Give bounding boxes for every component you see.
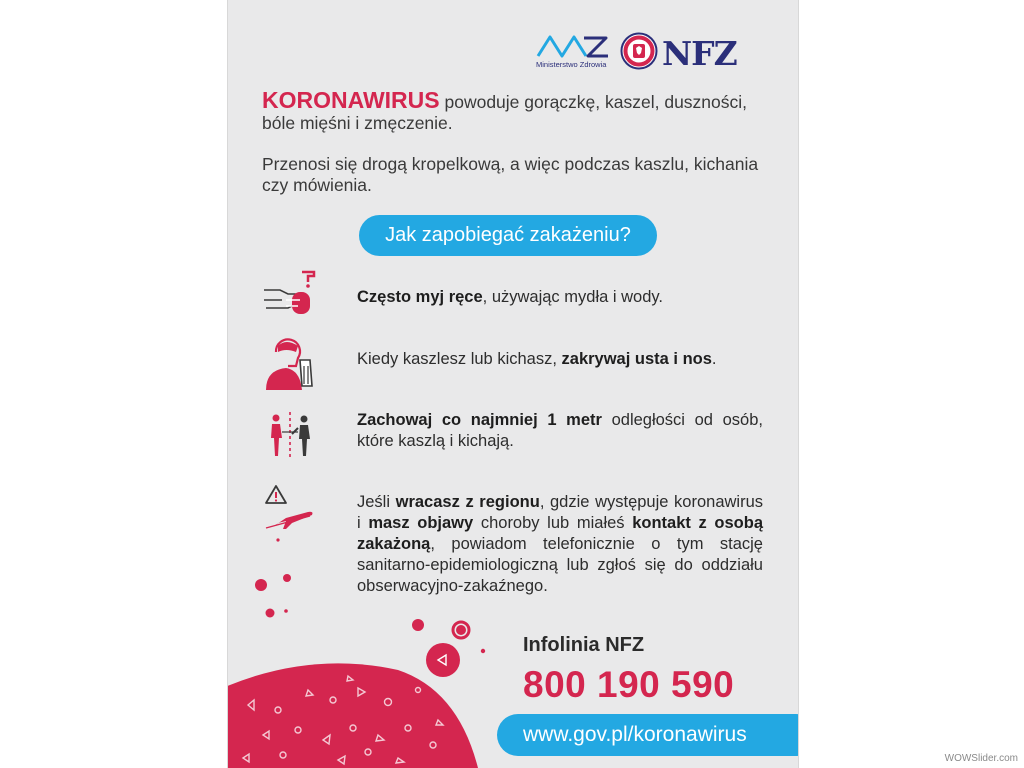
nfz-logo: NFZ — [662, 34, 737, 73]
ministry-logo-icon — [536, 34, 610, 58]
symptoms-text: powoduje gorączkę, kaszel, duszności, bóle mięśni i zmęczenie. — [262, 92, 748, 133]
hotline-phone-number[interactable]: 800 190 590 — [523, 664, 735, 705]
intro-text — [262, 87, 772, 216]
watermark-text: WOWSlider.com — [944, 753, 1018, 764]
hand-washing-icon — [262, 270, 318, 323]
ministry-logo-text: Ministerstwo Zdrowia — [536, 60, 607, 69]
poster — [227, 0, 799, 768]
gis-seal-icon — [620, 32, 658, 75]
website-link[interactable]: www.gov.pl/koronawirus — [497, 714, 799, 756]
ministry-logo — [536, 34, 616, 69]
intro-paragraph-transmission: Przenosi się drogą kropelkową, a więc podczas kaszlu, kichania czy mówienia. — [262, 154, 759, 195]
hotline-label: Infolinia NFZ — [523, 634, 645, 656]
tip-text-wash-hands: Często myj ręce, używając mydła i wody. — [357, 288, 663, 306]
travel-warning-icon — [262, 484, 318, 549]
tip-text-keep-distance: Zachowaj co najmniej 1 metr odległości od osób, które kaszlą i kichają. — [357, 411, 763, 450]
cough-cover-icon — [262, 336, 318, 397]
distance-icon — [262, 410, 318, 465]
intro-paragraph-symptoms — [262, 87, 772, 134]
keyword-koronawirus: KORONAWIRUS — [262, 87, 440, 113]
tip-text-cover-mouth: Kiedy kaszlesz lub kichasz, zakrywaj usta i nos. — [357, 350, 717, 368]
tip-text-travel-warning: Jeśli wracasz z regionu, gdzie występuje koronawirus i masz objawy choroby lub miałeś kontakt z osobą zakażoną, powiadom telefonicznie o tym stację sanitarno-epidemiologiczną lub zgłoś się do oddziału obserwacyjno-zakaźnego. — [357, 493, 764, 595]
prevention-heading-pill: Jak zapobiegać zakażeniu? — [359, 215, 657, 256]
